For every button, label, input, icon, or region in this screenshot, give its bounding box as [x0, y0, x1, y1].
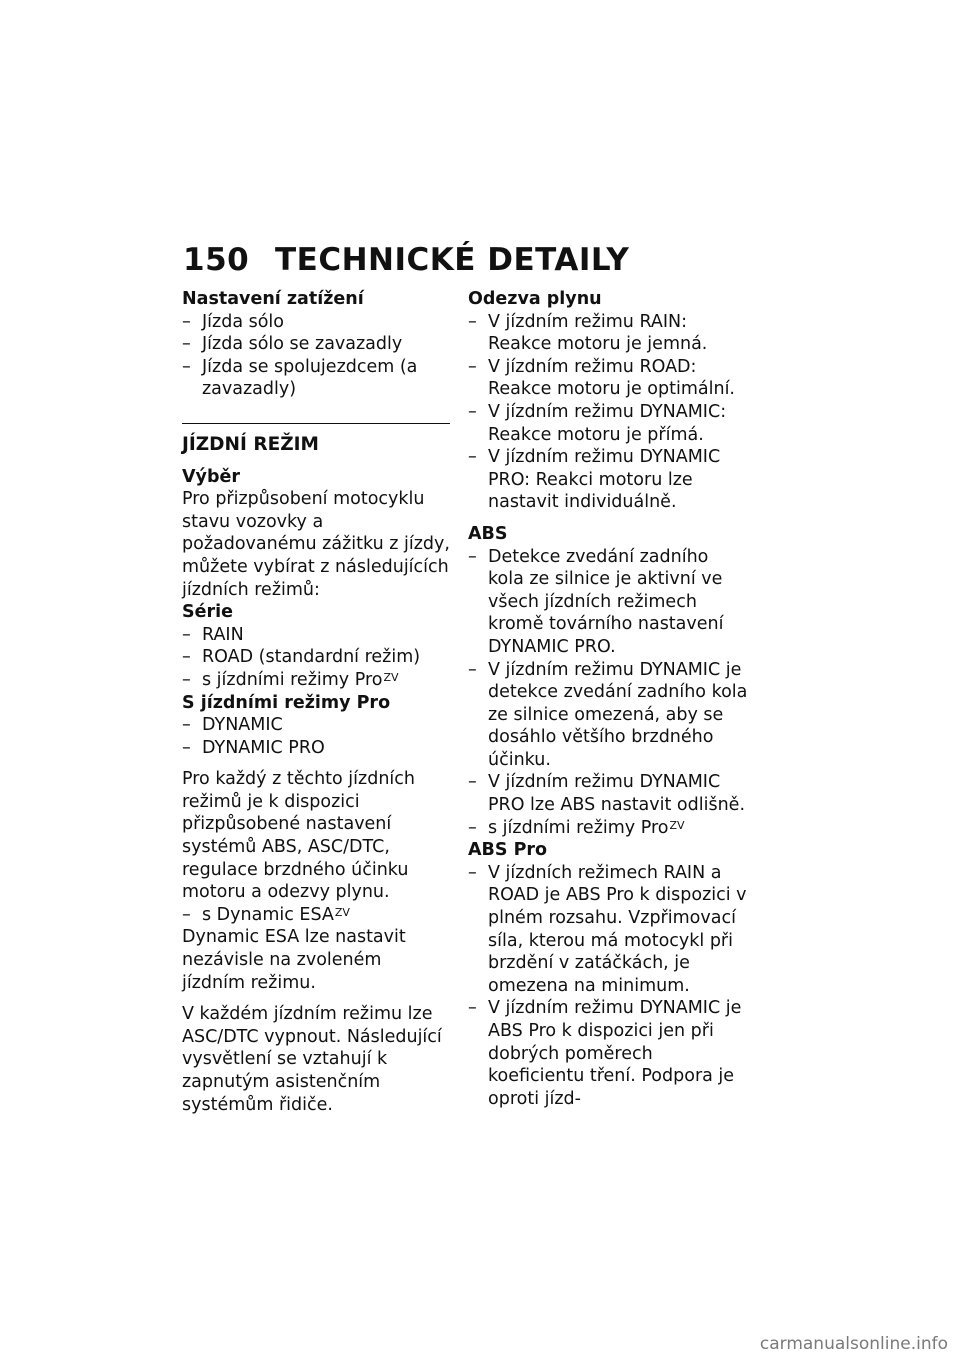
- option-condition: – s jízdními režimy Pro$^{ZV}$: [182, 669, 399, 690]
- page-header: [183, 242, 629, 278]
- selection-heading: Výběr: [182, 466, 240, 487]
- list-item: – DYNAMIC: [182, 715, 283, 736]
- option-condition: – s jízdními režimy Pro$^{ZV}$: [468, 817, 685, 838]
- page-number: 150: [183, 242, 250, 278]
- list-item: – V jízdním režimu DYNAMIC PRO: Reakci motoru lze nastavit individuálně.: [468, 447, 721, 513]
- esa-text: Dynamic ESA lze nastavit nezávisle na zvoleném jízdním režimu.: [182, 927, 406, 993]
- abspro-heading: ABS Pro: [468, 840, 548, 861]
- selection-text: Pro přizpůsobení motocyklu stavu vozovky a požadovanému zážitku z jízdy, můžete vybírat z následujících jízdních režimů:: [182, 489, 450, 600]
- page-title: TECHNICKÉ DETAILY: [275, 242, 630, 278]
- list-item: – V jízdních režimech RAIN a ROAD je ABS Pro k dispozici v plném rozsahu. Vzpřimovací síla, kterou má motocykl při brzdění v zatáčkách, je omezena na minimum.: [468, 862, 747, 996]
- list-item: – V jízdním režimu DYNAMIC PRO lze ABS nastavit odlišně.: [468, 772, 746, 816]
- option-marker: ZV: [334, 905, 350, 919]
- pro-heading: S jízdními režimy Pro: [182, 692, 391, 713]
- pro-text: Pro každý z těchto jízdních režimů je k dispozici přizpůsobené nastavení systémů ABS, ASC/DTC, regulace brzdného účinku motoru a odezvy plynu.: [182, 769, 415, 903]
- abs-heading: ABS: [468, 523, 508, 544]
- list-item: – V jízdním režimu RAIN: Reakce motoru je jemná.: [468, 311, 708, 355]
- list-item: – V jízdním režimu DYNAMIC je detekce zvedání zadního kola ze silnice omezená, aby se dosáhlo většího brzdného účinku.: [468, 659, 748, 770]
- section-divider: [182, 423, 450, 424]
- option-condition: – s Dynamic $ESA^{ZV}$: [182, 904, 350, 925]
- list-item: – Jízda sólo se zavazadly: [182, 334, 403, 355]
- list-item: – Detekce zvedání zadního kola ze silnice je aktivní ve všech jízdních režimech kromě továrního nastavení DYNAMIC PRO.: [468, 546, 724, 657]
- throttle-heading: Odezva plynu: [468, 289, 602, 309]
- list-item: – V jízdním režimu DYNAMIC je ABS Pro k dispozici jen při dobrých poměrech koeficientu tření. Podpora je oproti jízd-: [468, 998, 742, 1109]
- option-marker: ZV: [383, 670, 399, 684]
- load-heading: Nastavení zatížení: [182, 289, 364, 309]
- list-item: – RAIN: [182, 624, 244, 645]
- list-item: – Jízda sólo: [182, 311, 284, 332]
- watermark: carmanualsonline.info: [759, 1334, 948, 1354]
- right-column: [468, 288, 748, 1110]
- option-marker: ZV: [669, 818, 685, 832]
- list-item: – V jízdním režimu ROAD: Reakce motoru je optimální.: [468, 356, 735, 400]
- list-item: – Jízda se spolujezdcem (a zavazadly): [182, 356, 418, 400]
- list-item: – DYNAMIC PRO: [182, 737, 325, 758]
- list-item: – ROAD (standardní režim): [182, 647, 421, 668]
- left-column: [182, 288, 450, 1116]
- asc-text: V každém jízdním režimu lze ASC/DTC vypnout. Následující vysvětlení se vztahují k zapnutým asistenčním systémům řidiče.: [182, 1004, 442, 1115]
- section-title-driving-mode: JÍZDNÍ REŽIM: [182, 433, 319, 455]
- series-heading: Série: [182, 602, 233, 623]
- list-item: – V jízdním režimu DYNAMIC: Reakce motoru je přímá.: [468, 401, 727, 445]
